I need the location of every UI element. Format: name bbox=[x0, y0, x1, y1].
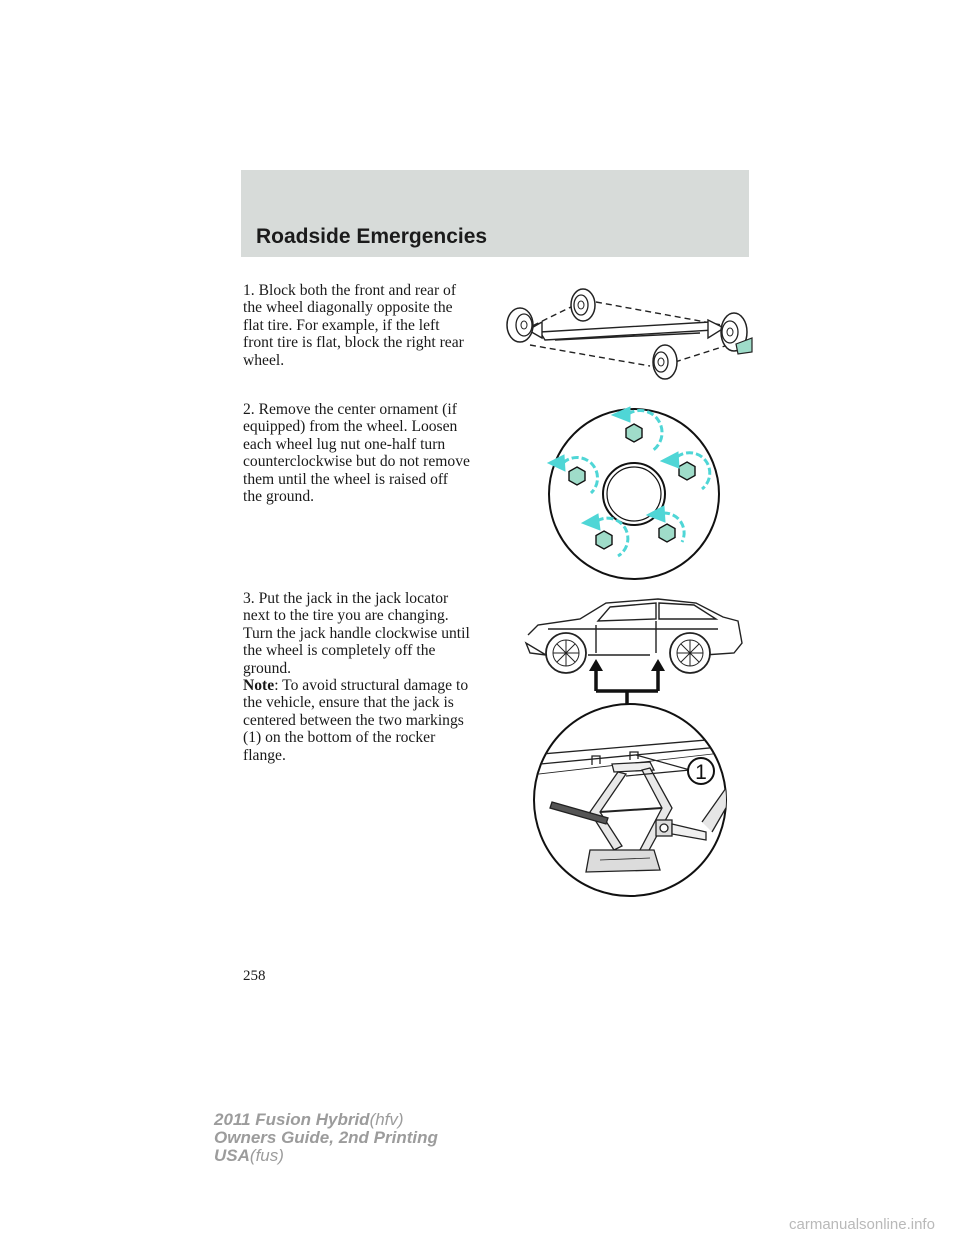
text-line: the ground. bbox=[243, 488, 315, 506]
text-line: 2. Remove the center ornament (if bbox=[243, 401, 457, 418]
front-wheel-icon bbox=[546, 633, 586, 673]
car-jack-locator-diagram bbox=[518, 595, 748, 705]
callout-label: 1 bbox=[695, 761, 707, 784]
tire-front-left-icon bbox=[507, 308, 533, 342]
lug-nut-diagram bbox=[540, 400, 728, 588]
text-line: them until the wheel is raised off bbox=[243, 470, 448, 488]
text-line: 1. Block both the front and rear of bbox=[243, 282, 457, 299]
note-first-line bbox=[243, 677, 470, 694]
footer-model-code: (hfv) bbox=[369, 1110, 404, 1129]
jack-point-arrow-icon bbox=[589, 659, 603, 671]
text-line: 3. Put the jack in the jack locator bbox=[243, 590, 449, 607]
text-line: the wheel is completely off the bbox=[243, 642, 436, 660]
text-line: wheel. bbox=[243, 351, 285, 369]
text-line: the wheel diagonally opposite the bbox=[243, 299, 453, 317]
text-line: ground. bbox=[243, 659, 292, 677]
text-line: counterclockwise but do not remove bbox=[243, 453, 470, 471]
wheel-block-diagram bbox=[500, 280, 762, 390]
text-line: equipped) from the wheel. Loosen bbox=[243, 418, 458, 436]
footer-line-3 bbox=[214, 1147, 438, 1165]
footer-line-1 bbox=[214, 1111, 438, 1129]
scissor-jack-detail bbox=[530, 700, 730, 900]
footer-model: 2011 Fusion Hybrid bbox=[214, 1110, 370, 1129]
step-2-text bbox=[243, 401, 470, 505]
footer-line-2 bbox=[214, 1129, 438, 1147]
text-line: each wheel lug nut one-half turn bbox=[243, 435, 446, 453]
tire-rear-left-icon bbox=[653, 345, 677, 379]
lug-nut-icon bbox=[596, 531, 612, 549]
text-line: flange. bbox=[243, 746, 286, 764]
text-line: flat tire. For example, if the left bbox=[243, 316, 440, 334]
footer-region-code: (fus) bbox=[249, 1146, 284, 1165]
footer-guide: Owners Guide, 2nd Printing bbox=[214, 1128, 438, 1147]
text-line: front tire is flat, block the right rear bbox=[243, 334, 464, 352]
lug-nut-icon bbox=[679, 462, 695, 480]
lug-nut-icon bbox=[659, 524, 675, 542]
note-label: Note bbox=[243, 677, 275, 695]
rear-wheel-icon bbox=[670, 633, 710, 673]
text-line: Turn the jack handle clockwise until bbox=[243, 624, 470, 642]
lug-nut-icon bbox=[569, 467, 585, 485]
note-text: : To avoid structural damage to bbox=[274, 677, 469, 695]
text-line: the vehicle, ensure that the jack is bbox=[243, 694, 454, 712]
page-number: 258 bbox=[243, 968, 266, 984]
text-line: centered between the two markings bbox=[243, 711, 464, 729]
step-3-text bbox=[243, 590, 470, 764]
step-1-text bbox=[243, 282, 464, 369]
jack-point-arrow-icon bbox=[651, 659, 665, 671]
watermark: carmanualsonline.info bbox=[789, 1216, 935, 1233]
tire-front-right-icon bbox=[571, 289, 595, 321]
text-line: (1) on the bottom of the rocker bbox=[243, 729, 436, 747]
section-header-band bbox=[241, 170, 749, 257]
text-line: next to the tire you are changing. bbox=[243, 607, 449, 625]
footer-region: USA bbox=[214, 1146, 250, 1165]
lug-nut-icon bbox=[626, 424, 642, 442]
document-footer bbox=[214, 1111, 438, 1165]
section-title: Roadside Emergencies bbox=[256, 225, 488, 248]
